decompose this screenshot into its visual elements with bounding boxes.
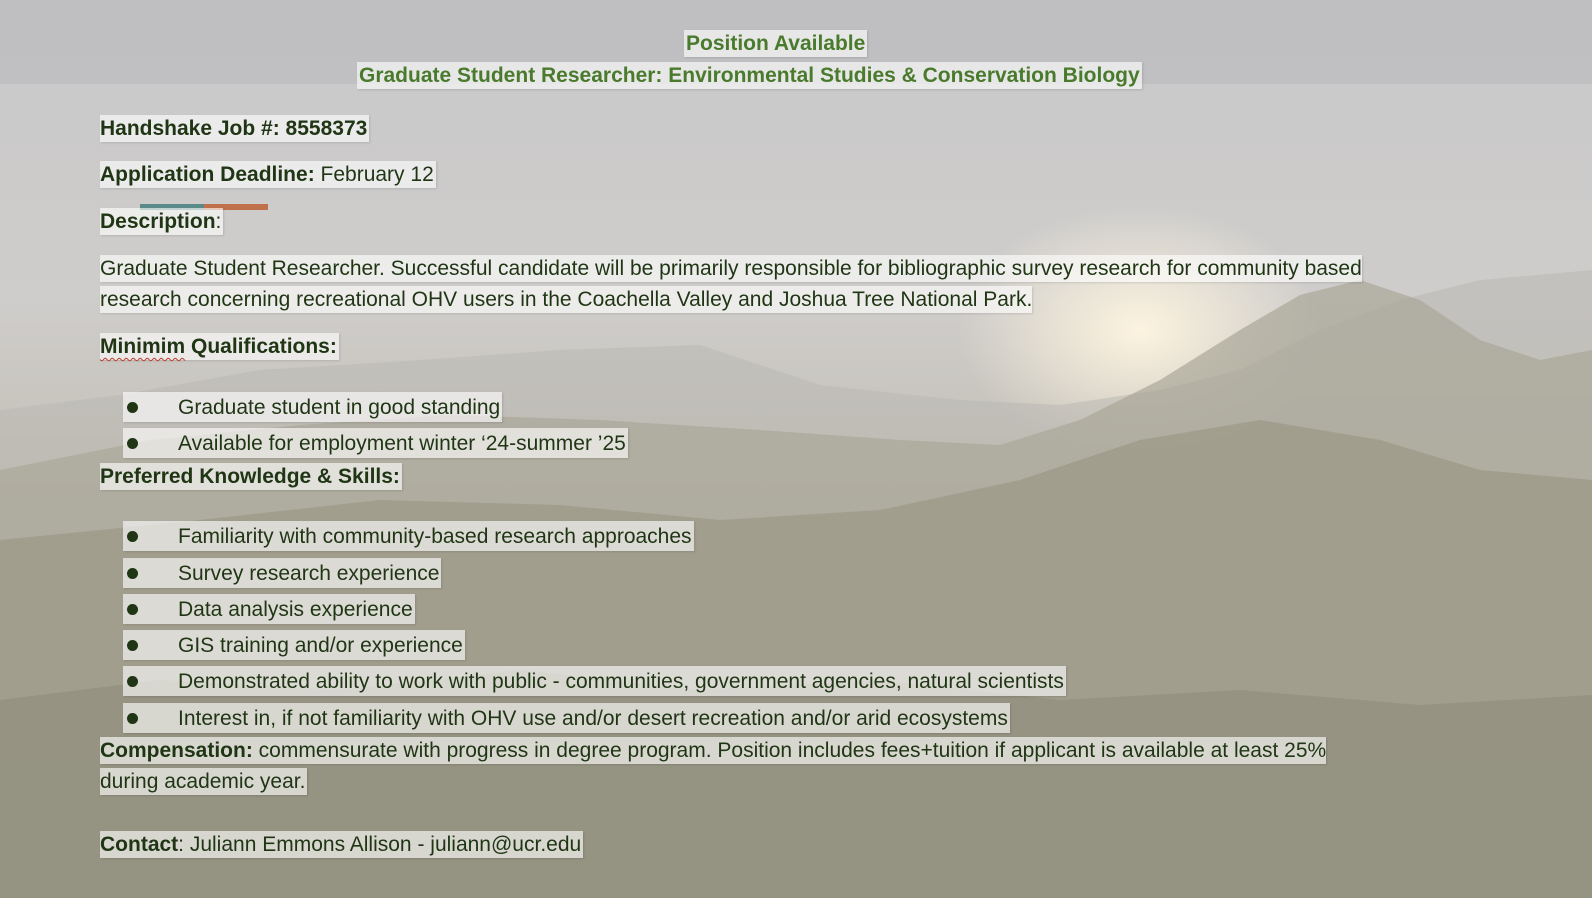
list-item-text: Familiarity with community-based research approaches [178, 524, 692, 548]
contact-label: Contact [100, 833, 179, 856]
list-item-text: Graduate student in good standing [178, 395, 501, 419]
description-line-1: Graduate Student Researcher. Successful candidate will be primarily responsible for bibliographic survey research for community based [100, 257, 1362, 280]
bullet-icon [127, 676, 138, 687]
misspelled-word: Minimim [100, 335, 186, 358]
description-colon: : [215, 210, 222, 233]
list-item-text: Demonstrated ability to work with public - communities, government agencies, natural scientists [178, 669, 1064, 693]
page-title: Position Available [686, 32, 866, 55]
compensation-line-1 [100, 737, 1326, 764]
compensation-line-2: during academic year. [100, 770, 306, 793]
bullet-icon [127, 713, 138, 724]
list-item [123, 521, 694, 551]
bullet-icon [127, 640, 138, 651]
list-item [123, 703, 1010, 733]
bullet-icon [127, 604, 138, 615]
min-qualifications-heading [100, 333, 339, 360]
min-qualifications-label-rest: Qualifications: [185, 335, 337, 358]
description-line-2: research concerning recreational OHV users in the Coachella Valley and Joshua Tree National Park. [100, 288, 1033, 311]
list-item [123, 558, 441, 588]
list-item [123, 392, 502, 422]
list-item-text: Interest in, if not familiarity with OHV use and/or desert recreation and/or arid ecosystems [178, 706, 1008, 730]
bullet-icon [127, 402, 138, 413]
list-item-text: GIS training and/or experience [178, 633, 463, 657]
bullet-icon [127, 568, 138, 579]
deadline-label: Application Deadline: [100, 163, 315, 186]
bullet-icon [127, 438, 138, 449]
list-item [123, 428, 628, 458]
list-item [123, 666, 1066, 696]
deadline-value: February 12 [314, 163, 434, 186]
compensation-label: Compensation: [100, 739, 253, 762]
list-item-text: Available for employment winter ‘24-summer ’25 [178, 431, 626, 455]
list-item-text: Survey research experience [178, 561, 440, 585]
list-item [123, 594, 415, 624]
handshake-job-number: Handshake Job #: 8558373 [100, 117, 368, 140]
preferred-skills-heading: Preferred Knowledge & Skills: [100, 465, 400, 488]
description-heading [100, 208, 223, 235]
list-item-text: Data analysis experience [178, 597, 413, 621]
page-subtitle: Graduate Student Researcher: Environmental Studies & Conservation Biology [359, 64, 1140, 87]
application-deadline [100, 161, 436, 188]
description-label: Description [100, 210, 216, 233]
contact-value: : Juliann Emmons Allison - juliann@ucr.edu [178, 833, 582, 856]
contact-info [100, 831, 583, 858]
bullet-icon [127, 531, 138, 542]
list-item [123, 630, 465, 660]
compensation-text: commensurate with progress in degree program. Position includes fees+tuition if applicant is available at least 25% [252, 739, 1327, 762]
